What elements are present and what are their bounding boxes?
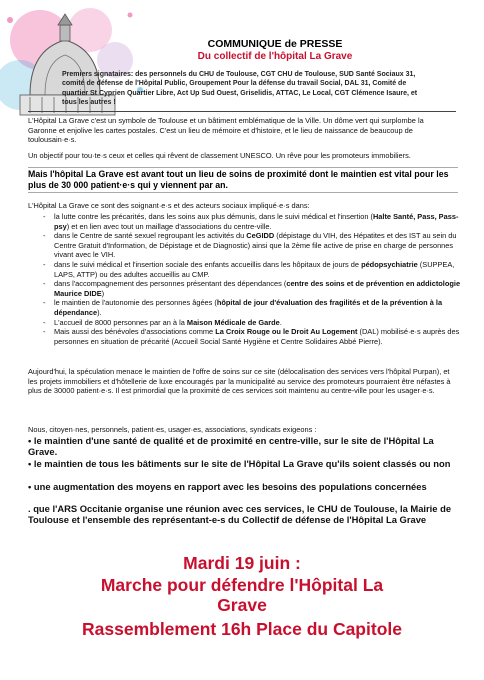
services-list: [42, 212, 462, 346]
services-intro: L'Hôpital La Grave ce sont des soignant·e·s et des acteurs sociaux impliqué·e·s dans:: [28, 201, 310, 210]
list-item: - dans le Centre de santé sexuel regroupant les activités du CeGIDD (dépistage du VIH, des Hépatites et des IST au sein du Centre Gratuit d'Information, de Dépistage et de Diagnostic) ainsi que la 2ème file active de prise en charge de personnes vivant avec le VIH.: [54, 231, 462, 260]
speculation-paragraph: Aujourd'hui, la spéculation menace le maintien de l'offre de soins sur ce site (délocalisation des services vers l'hôpital Purpan), et les projets immobiliers et d'hôtellerie de luxe encouragés par la municipalité au service des promoteurs pourraient être néfastes à plus de 30000 patient·e·s. Il est primordial que la proximité de ces services soit maintenu au centre-ville pour les usager·e·s.: [28, 367, 451, 396]
list-item: - L'accueil de 8000 personnes par an à la Maison Médicale de Garde.: [54, 318, 462, 328]
intro-paragraph: L'Hôpital La Grave c'est un symbole de Toulouse et un bâtiment emblématique de la Ville. Un dôme vert qui surplombe la Garonne et enjolive les cartes postales. C'est un lieu de mémoire et d'histoire, et le lieu de naissance de beaucoup de toulousain·e·s.: [28, 116, 424, 145]
demands-intro: Nous, citoyen·nes, personnels, patient·es, usager·es, associations, syndicats exigeons :: [28, 425, 317, 434]
event-date: Mardi 19 juin :: [183, 553, 301, 573]
event-rally: Rassemblement 16h Place du Capitole: [82, 619, 402, 639]
list-item: - la lutte contre les précarités, dans les soins aux plus démunis, dans le suivi médical et l'insertion (Halte Santé, Pass, Pass-psy) et en lien avec tout un maillage d'associations du centre-ville.: [54, 212, 462, 231]
event-march: Marche pour défendre l'Hôpital La Grave: [100, 575, 384, 615]
list-item: - dans le suivi médical et l'insertion sociale des enfants accueillis dans les hôpitaux de jours de pédopsychiatrie (SUPPEA, LAPS, ATTP) ou des adultes accueillis au CMP.: [54, 260, 462, 279]
objective-paragraph: Un objectif pour tou·te·s ceux et celles qui rêvent de classement UNESCO. Un rêve pour les promoteurs immobiliers.: [28, 151, 411, 160]
demand-item: • le maintien d'une santé de qualité et de proximité en centre-ville, sur le site de l'Hôpital La Grave.: [28, 435, 434, 458]
document-title: COMMUNIQUE de PRESSE: [207, 38, 343, 50]
signatories-text: Premiers signataires: des personnels du CHU de Toulouse, CGT CHU de Toulouse, SUD Santé Sociaux 31, comité de défense de l'Hôpital Public, Groupement Pour la défense du travail Social, DAL 31, Comité de quartier St Cyprien Quartier Libre, Act Up Sud Ouest, Griselidis, ATTAC, Le Local, CGT Clémence Isaure, et tous les autres !: [62, 71, 418, 107]
demand-item: . que l'ARS Occitanie organise une réunion avec ces services, le CHU de Toulouse, la Mairie de Toulouse et l'ensemble des représentant-e-s du Collectif de défense de l'Hôpital La Grave: [28, 503, 452, 526]
list-item: - Mais aussi des bénévoles d'associations comme La Croix Rouge ou le Droit Au Logement (DAL) mobilisé·e·s auprès des personnes en situation de précarité (Accueil Social Santé Hygiène et Centre Solidaires Abbé Pierre).: [54, 327, 462, 346]
list-item: - dans l'accompagnement des personnes présentant des dépendances (centre des soins et de prévention en addictologie Maurice DIDE): [54, 279, 462, 298]
list-item: - le maintien de l'autonomie des personnes âgées (hôpital de jour d'évaluation des fragilités et de la prévention à la dépendance).: [54, 298, 462, 317]
demand-item: • une augmentation des moyens en rapport avec les besoins des populations concernées: [28, 481, 427, 492]
demand-item: • le maintien de tous les bâtiments sur le site de l'Hôpital La Grave qu'ils soient classés ou non: [28, 458, 451, 469]
document-subtitle: Du collectif de l'hôpital La Grave: [197, 51, 353, 62]
divider: [28, 111, 456, 112]
highlight-paragraph: Mais l'hôpital La Grave est avant tout un lieu de soins de proximité dont le maintien est vital pour les plus de 30 000 patient·e·s qui y viennent par an.: [28, 167, 458, 193]
